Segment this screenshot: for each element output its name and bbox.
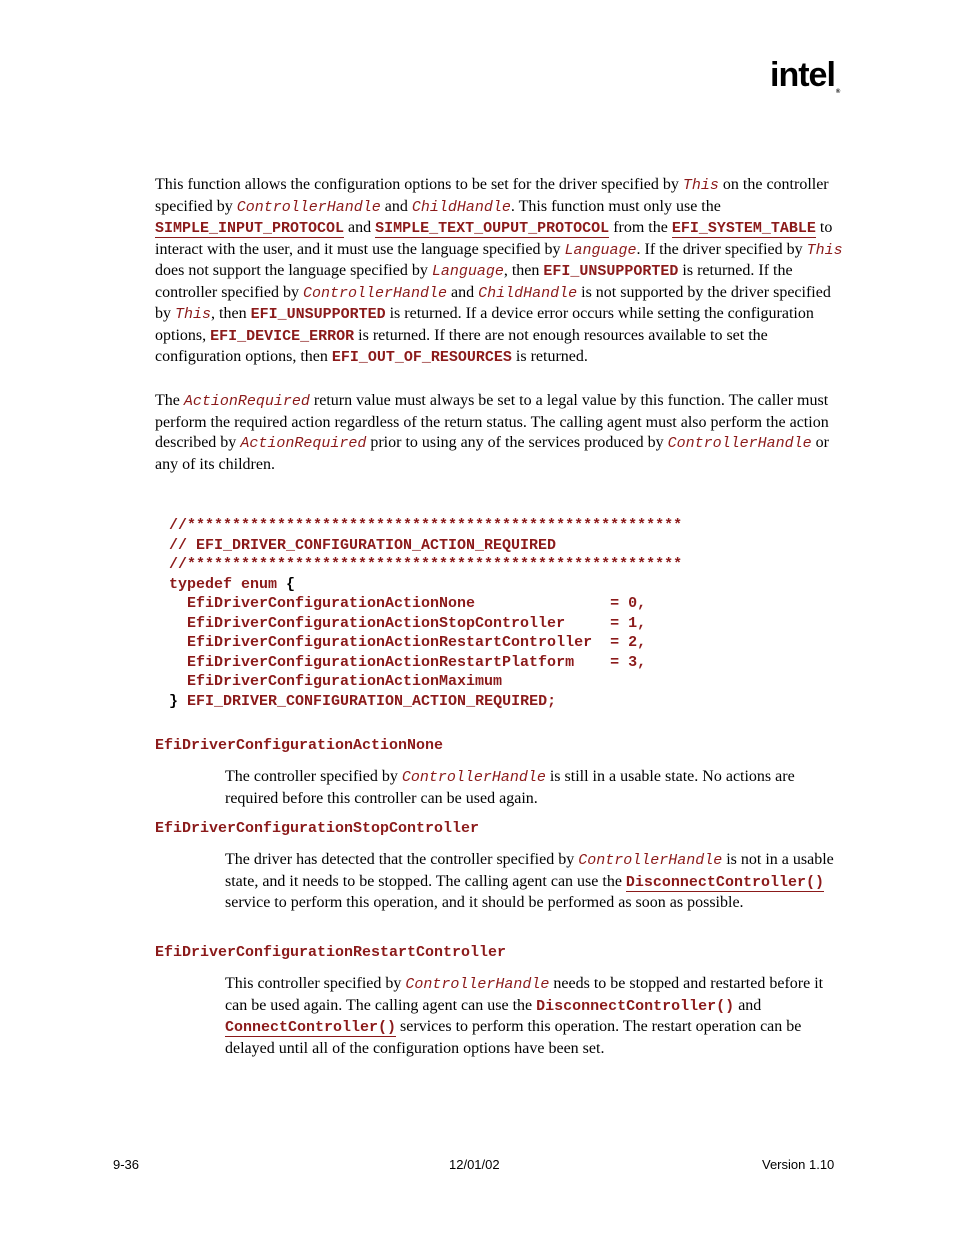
enum-code-block [169,516,682,711]
text: is returned. If there are not enough resources available to set the configuration options, then [155,326,768,365]
text: needs to be stopped and restarted before it can be used again. The calling agent can use the [225,975,824,1014]
text: This function allows the configuration options to be set for the driver specified by [155,176,683,193]
code-line: //******************************************************* [169,556,683,573]
intro-paragraph [155,175,845,369]
enum-value-heading: EfiDriverConfigurationStopController [155,820,480,837]
code-line: //******************************************************* [169,517,683,534]
param-child-handle: ChildHandle [478,284,578,302]
text: This controller specified by [225,975,406,992]
link-simple-input-protocol[interactable]: SIMPLE_INPUT_PROTOCOL [155,220,345,237]
enum-value-heading: EfiDriverConfigurationActionNone [155,737,444,754]
status-unsupported: EFI_UNSUPPORTED [250,306,386,323]
text: or any of its children. [155,434,829,473]
param-controller-handle: ControllerHandle [236,198,381,216]
page-number: 9-36 [113,1157,140,1172]
link-efi-system-table[interactable]: EFI_SYSTEM_TABLE [671,220,816,237]
status-unsupported: EFI_UNSUPPORTED [543,263,679,280]
param-this: This [806,241,843,259]
code-line: EfiDriverConfigurationActionStopController = 1, [169,614,647,632]
logo-text: intel [770,56,835,94]
text: is returned. [511,348,588,365]
text: The [155,392,184,409]
param-action-required: ActionRequired [183,393,310,410]
text: return value must always be set to a legal value by this function. The caller must perform the required action regardless of the return status. The calling agent must also perform the action described by [155,392,829,451]
text: The controller specified by [225,768,402,785]
text: , then [503,262,544,279]
enum-value-description [225,767,845,809]
code-line: EfiDriverConfigurationActionNone = 0, [169,595,647,612]
param-language: Language [564,241,637,259]
param-controller-handle: ControllerHandle [302,284,447,302]
text: . If the driver specified by [636,240,807,258]
text: , then [211,305,251,322]
param-this: This [682,177,719,194]
status-device-error: EFI_DEVICE_ERROR [210,327,355,345]
text: The driver has detected that the controller specified by [225,851,579,868]
param-action-required: ActionRequired [240,435,367,452]
link-disconnect-controller[interactable]: DisconnectController() [625,873,824,891]
text: prior to using any of the services produced by [366,434,668,451]
param-controller-handle: ControllerHandle [667,435,812,452]
text: to interact with the user, and it must use the language specified by [155,219,833,258]
enum-value-heading: EfiDriverConfigurationRestartController [155,944,507,961]
text: service to perform this operation, and it should be performed as soon as possible. [225,894,744,911]
enum-value-description [225,850,845,914]
footer-version: Version 1.10 [762,1157,835,1172]
code-line: EfiDriverConfigurationActionRestartPlatform = 3, [169,653,647,671]
text: . This function must only use the [510,197,721,215]
footer-date: 12/01/02 [449,1157,500,1172]
code-line: EfiDriverConfigurationActionRestartController = 2, [169,634,647,651]
text: from the [609,219,672,236]
text: does not support the language specified by [155,262,432,279]
text: on the controller specified by [155,176,829,215]
text: and [446,283,479,301]
text: is still in a usable state. No actions are required before this controller can be used again. [225,768,795,807]
code-line: EfiDriverConfigurationActionMaximum [169,673,503,690]
param-language: Language [431,263,504,280]
code-line: // EFI_DRIVER_CONFIGURATION_ACTION_REQUIRED [169,536,557,554]
function-disconnect-controller: DisconnectController() [536,997,735,1015]
link-simple-text-output-protocol[interactable]: SIMPLE_TEXT_OUPUT_PROTOCOL [375,220,610,237]
open-brace: { [286,575,296,593]
text: and [734,996,762,1014]
status-out-of-resources: EFI_OUT_OF_RESOURCES [331,349,512,366]
param-controller-handle: ControllerHandle [405,976,550,993]
action-required-paragraph [155,391,845,475]
param-controller-handle: ControllerHandle [578,852,723,869]
code-line: EFI_DRIVER_CONFIGURATION_ACTION_REQUIRED; [178,692,557,710]
text: is returned. If the controller specified by [155,262,793,301]
intel-logo [770,56,839,95]
param-child-handle: ChildHandle [411,198,511,216]
enum-value-description [225,974,845,1059]
close-brace: } [169,692,179,710]
param-controller-handle: ControllerHandle [401,769,546,786]
text: services to perform this operation. The restart operation can be delayed until all of the configuration options have been set. [225,1018,802,1057]
param-this: This [175,306,212,323]
code-line: typedef enum [169,575,287,593]
text: is returned. If a device error occurs while setting the configuration options, [155,305,814,344]
text: is not in a usable state, and it needs to be stopped. The calling agent can use the [225,851,834,890]
registered-mark: ® [835,89,840,95]
text: and [344,219,376,236]
link-connect-controller[interactable]: ConnectController() [225,1019,397,1036]
text: and [380,197,412,215]
text: is not supported by the driver specified by [155,283,831,322]
